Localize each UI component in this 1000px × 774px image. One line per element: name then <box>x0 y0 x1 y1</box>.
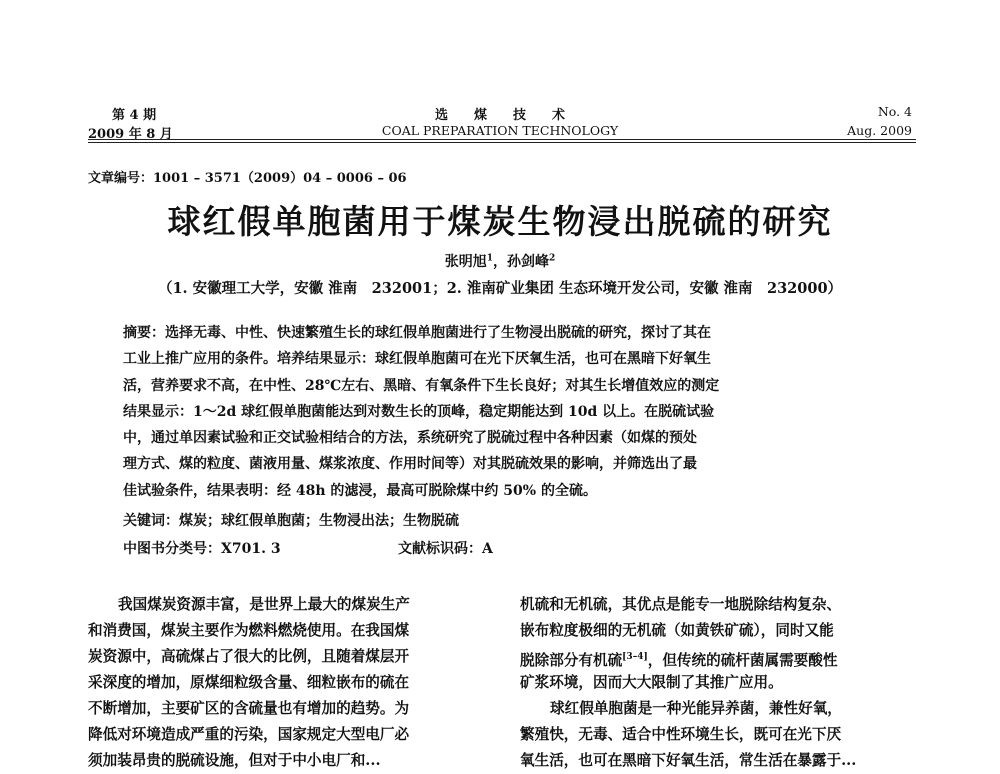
body-line: 球红假单胞菌是一种光能异养菌，兼性好氧， <box>550 700 842 717</box>
keywords <box>123 510 459 530</box>
body-line: 我国煤炭资源丰富，是世界上最大的煤炭生产 <box>118 596 410 613</box>
paper-title: 球红假单胞菌用于煤炭生物浸出脱硫的研究 <box>167 202 833 241</box>
body-line: 矿浆环境，因而大大限制了其推广应用。 <box>520 674 783 691</box>
document-code-value: A <box>482 541 493 557</box>
header-date-cn: 2009 年 8 月 <box>88 127 173 142</box>
body-line <box>520 644 920 670</box>
author-2-affil: 2 <box>549 253 556 264</box>
author-1: 张明旭 <box>444 254 487 270</box>
header-rule <box>88 139 916 140</box>
abstract-line: 中，通过单因素试验和正交试验相结合的方法，系统研究了脱硫过程中各种因素（如煤的预处 <box>123 430 697 447</box>
article-number-label: 文章编号： <box>88 171 154 186</box>
header-rule-double <box>88 142 916 143</box>
author-2: 孙剑峰 <box>507 254 549 270</box>
body-line: 降低对环境造成严重的污染，国家规定大型电厂必 <box>88 726 410 743</box>
abstract-line: 工业上推广应用的条件。培养结果显示：球红假单胞菌可在光下厌氧生活，也可在黑暗下好氧生 <box>123 351 711 368</box>
body-line: 采深度的增加，原煤细粒级含量、细粒嵌布的硫在 <box>88 674 410 691</box>
body-line: 繁殖快，无毒、适合中性环境生长，既可在光下厌 <box>520 726 842 743</box>
body-line: 氧生活，也可在黑暗下好氧生活，常生活在暴露于... <box>520 752 857 769</box>
header-journal-en: COAL PREPARATION TECHNOLOGY <box>381 123 619 138</box>
document-code-label: 文献标识码： <box>398 541 482 557</box>
classification-value: X701. 3 <box>221 541 281 557</box>
body-line: 不断增加，主要矿区的含硫量也有增加的趋势。为 <box>88 700 410 717</box>
body-line: 嵌布粒度极细的无机硫（如黄铁矿硫），同时又能 <box>520 622 834 639</box>
citation-ref: [3–4] <box>622 652 648 662</box>
body-line: 须加装昂贵的脱硫设施，但对于中小电厂和... <box>88 752 381 769</box>
header-issue-cn: 第 4 期 <box>112 108 157 123</box>
authors <box>0 251 1000 271</box>
header-journal-cn: 选 煤 技 术 <box>434 108 565 123</box>
abstract-line <box>123 320 893 346</box>
classification <box>123 538 281 558</box>
abstract-label: 摘要： <box>123 325 165 341</box>
author-separator: ， <box>493 254 507 270</box>
document-code <box>398 538 493 558</box>
header-date-en: Aug. 2009 <box>847 123 912 138</box>
abstract-line: 结果显示：1～2d 球红假单胞菌能达到对数生长的顶峰，稳定期能达到 10d 以上。在脱硫试验 <box>123 403 715 420</box>
abstract <box>123 320 893 504</box>
body-line: 和消费国，煤炭主要作为燃料燃烧使用。在我国煤 <box>88 622 410 639</box>
article-number <box>88 167 407 186</box>
body-right-column <box>520 592 920 774</box>
abstract-text: 选择无毒、中性、快速繁殖生长的球红假单胞菌进行了生物浸出脱硫的研究，探讨了其在 <box>165 325 711 341</box>
body-line: 炭资源中，高硫煤占了很大的比例，且随着煤层开 <box>88 648 410 665</box>
body-line: 机硫和无机硫，其优点是能专一地脱除结构复杂、 <box>520 596 842 613</box>
abstract-line: 理方式、煤的粒度、菌液用量、煤浆浓度、作用时间等）对其脱硫效果的影响，并筛选出了最 <box>123 456 697 473</box>
abstract-line: 佳试验条件，结果表明：经 48h 的滤浸，最高可脱除煤中约 50% 的全硫。 <box>123 482 597 499</box>
classification-label: 中图书分类号： <box>123 541 221 557</box>
affiliation: （1. 安徽理工大学，安徽 淮南 232001；2. 淮南矿业集团 生态环境开发公司，安徽 淮南 232000） <box>157 280 843 297</box>
article-number-value: 1001 – 3571（2009）04 – 0006 – 06 <box>153 171 407 186</box>
author-1-affil: 1 <box>486 253 493 264</box>
body-left-column <box>88 592 488 774</box>
header-issue-en: No. 4 <box>877 104 912 119</box>
body-text: 脱除部分有机硫 <box>520 651 623 669</box>
body-text: ，但传统的硫杆菌属需要酸性 <box>647 651 838 669</box>
keywords-value: 煤炭；球红假单胞菌；生物浸出法；生物脱硫 <box>179 513 459 529</box>
keywords-label: 关键词： <box>123 513 179 529</box>
abstract-line: 活，营养要求不高，在中性、28℃左右、黑暗、有氧条件下生长良好；对其生长增值效应的测定 <box>123 377 720 394</box>
